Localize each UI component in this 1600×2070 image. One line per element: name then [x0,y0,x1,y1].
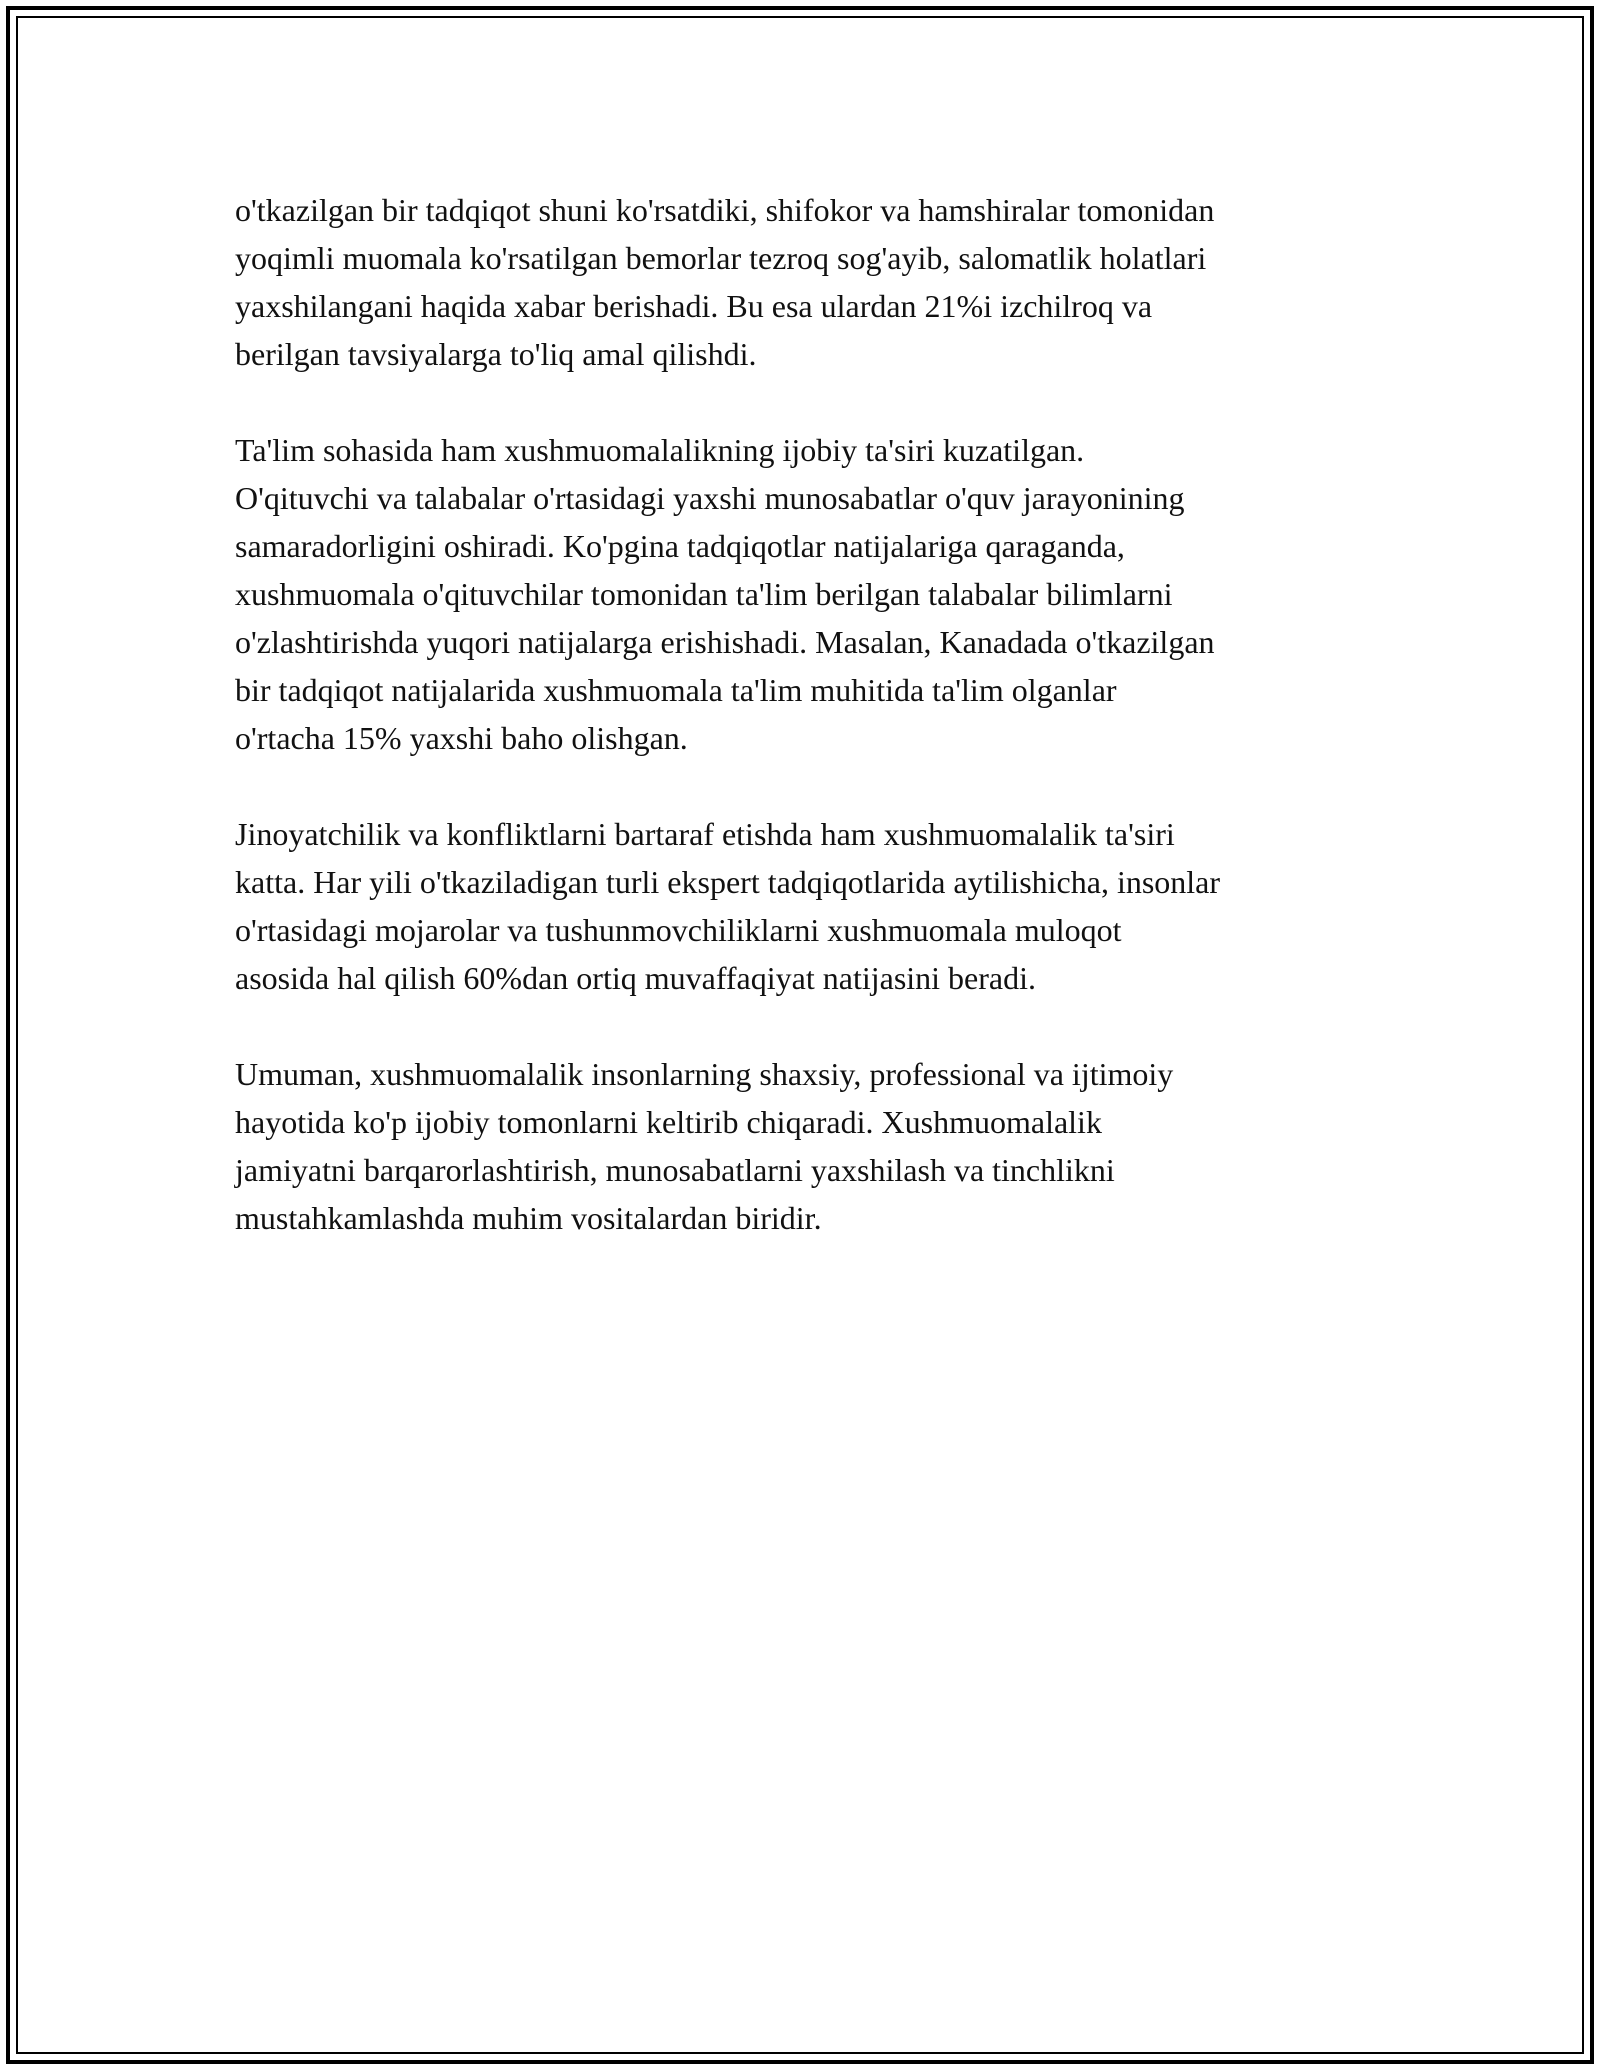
text-line: yoqimli muomala ko'rsatilgan bemorlar tezroq sog'ayib, salomatlik holatlari [235,240,1207,276]
text-line: samaradorligini oshiradi. Ko'pgina tadqiqotlar natijalariga qaraganda, [235,528,1125,564]
text-line: katta. Har yili o'tkaziladigan turli ekspert tadqiqotlarida aytilishicha, insonlar [235,864,1221,900]
text-line: yaxshilangani haqida xabar berishadi. Bu esa ulardan 21%i izchilroq va [235,288,1153,324]
text-line: Jinoyatchilik va konfliktlarni bartaraf etishda ham xushmuomalalik ta'siri [235,816,1175,852]
text-line: bir tadqiqot natijalarida xushmuomala ta'lim muhitida ta'lim olganlar [235,672,1117,708]
text-line: o'tkazilgan bir tadqiqot shuni ko'rsatdiki, shifokor va hamshiralar tomonidan [235,192,1215,228]
text-line: o'zlashtirishda yuqori natijalarga erishishadi. Masalan, Kanadada o'tkazilgan [235,624,1215,660]
text-line: mustahkamlashda muhim vositalardan biridir. [235,1200,822,1236]
text-line: hayotida ko'p ijobiy tomonlarni keltirib chiqaradi. Xushmuomalalik [235,1104,1102,1140]
text-line: asosida hal qilish 60%dan ortiq muvaffaqiyat natijasini beradi. [235,960,1036,996]
text-line: O'qituvchi va talabalar o'rtasidagi yaxshi munosabatlar o'quv jarayonining [235,480,1185,516]
text-line: xushmuomala o'qituvchilar tomonidan ta'lim berilgan talabalar bilimlarni [235,576,1173,612]
paragraph-3 [235,810,1375,1002]
document-body [235,186,1375,1290]
text-line: o'rtacha 15% yaxshi baho olishgan. [235,720,688,756]
text-line: Ta'lim sohasida ham xushmuomalalikning ijobiy ta'siri kuzatilgan. [235,432,1085,468]
text-line: o'rtasidagi mojarolar va tushunmovchiliklarni xushmuomala muloqot [235,912,1122,948]
text-line: Umuman, xushmuomalalik insonlarning shaxsiy, professional va ijtimoiy [235,1056,1174,1092]
text-line: berilgan tavsiyalarga to'liq amal qilishdi. [235,336,757,372]
text-line: jamiyatni barqarorlashtirish, munosabatlarni yaxshilash va tinchlikni [235,1152,1115,1188]
paragraph-2 [235,426,1375,762]
paragraph-1 [235,186,1375,378]
paragraph-4 [235,1050,1375,1242]
